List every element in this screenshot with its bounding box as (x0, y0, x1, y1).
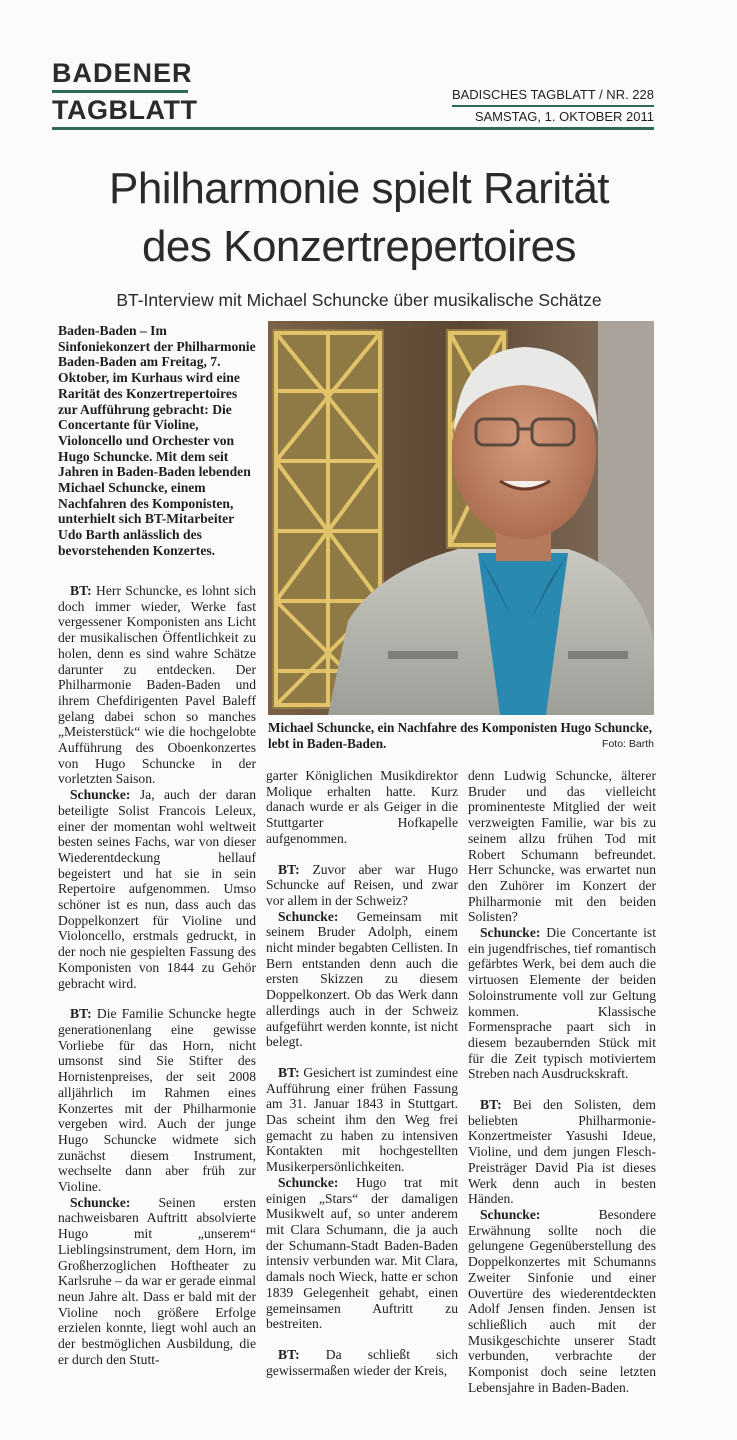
col1-paragraph-2 (58, 787, 256, 991)
col2-paragraph-6 (266, 1347, 458, 1378)
headline-line1: Philharmonie spielt Rarität (108, 164, 610, 213)
photo-caption (268, 720, 654, 752)
paragraph-text: Herr Schuncke, es lohnt sich doch immer wieder, Werke fast vergessener Komponisten ans Licht der musikalischen Öffentlichkeit zu holen, denn es sind wahre Schätze darunter zu entdecken. Der Philharmonie Baden-Baden und ihrem Chefdirigenten Pavel Baleff gelang dabei schon so manches „Meisterstück“ wie die hochgelobte Aufführung des Oboenkonzertes von Hugo Schuncke in der vorletzten Saison. (58, 583, 256, 787)
speaker-label: BT: (278, 861, 300, 877)
masthead-line1: BADENER (52, 58, 193, 88)
issue-paper: BADISCHES TAGBLATT / NR. 228 (451, 87, 654, 102)
issue-date: SAMSTAG, 1. OKTOBER 2011 (474, 109, 654, 124)
col3-paragraph-4 (468, 1207, 656, 1395)
portrait-photo (268, 321, 654, 715)
column-3 (468, 768, 656, 1395)
headline (54, 160, 664, 276)
col2-paragraph-1 (266, 768, 458, 847)
paragraph-text: Die Familie Schuncke hegte generationenlang eine gewisse Vorliebe für das Horn, nicht umsonst sind Sie Stifter des Hornistenpreises, der seit 2008 alljährlich im Rahmen eines Konzertes mit der Philharmonie vergeben wird. Auch der junge Hugo Schuncke widmete sich zunächst diesem Instrument, wechselte dann aber früh zur Violine. (58, 1006, 256, 1195)
paragraph-text: Seinen ersten nachweisbaren Auftritt absolvierte Hugo mit „unserem“ Lieblingsinstrument, dem Horn, im Großherzoglichen Hoftheater zu Karlsruhe – da war er gerade einmal neun Jahre alt. Dass er bald mit der Violine noch größere Erfolge erzielen konnte, liegt wohl auch an der bestmöglichen Ausbildung, die er durch den Stutt- (58, 1194, 256, 1367)
col2-paragraph-4 (266, 1065, 458, 1175)
lead-paragraph: Baden-Baden – Im Sinfoniekonzert der Philharmonie Baden-Baden am Freitag, 7. Oktober, im Kurhaus wird eine Rarität des Konzertrepertoires zur Aufführung gebracht: Die Concertante für Violine, Violoncello und Orchester von Hugo Schuncke. Mit dem seit Jahren in Baden-Baden lebenden Michael Schuncke, einem Nachfahren des Komponisten, unterhielt sich BT-Mitarbeiter Udo Barth anlässlich des bevorstehenden Konzertes. (58, 323, 256, 558)
speaker-label: Schuncke: (480, 1206, 541, 1222)
headline-line2: des Konzertrepertoires (141, 222, 577, 271)
paragraph-text: Ja, auch der daran beteiligte Solist Francois Leleux, einer der momentan wohl weltweit besten seines Fachs, war von dieser Wiederentdeckung hellauf begeistert und hat sie in sein Repertoire aufgenommen. Umso schöner ist es nun, dass auch das Doppelkonzert für Violine und Violoncello, erstmals gedruckt, in der noch nie gespielten Fassung des Komponisten von 1844 zu Gehör gebracht wird. (58, 787, 256, 991)
speaker-label: BT: (70, 1006, 92, 1022)
speaker-label: Schuncke: (70, 787, 131, 803)
paragraph-text: Da schließt sich gewissermaßen wieder der Kreis, (266, 1346, 458, 1378)
col3-paragraph-3 (468, 1097, 656, 1207)
col3-paragraph-2 (468, 925, 656, 1082)
speaker-label: Schuncke: (70, 1194, 131, 1210)
paragraph-text: denn Ludwig Schuncke, älterer Bruder und das vielleicht prominenteste Mitglied der weit verzweigten Familie, war bis zu seinem allzu frühen Tod mit Robert Schumann befreundet. Herr Schuncke, was erwartet nun den Zuhörer im Konzert der Philharmonie mit den beiden Solisten? (468, 768, 656, 925)
col2-paragraph-3 (266, 909, 458, 1050)
portrait-photo-illustration (268, 321, 654, 715)
paragraph-text: Gesichert ist zumindest eine Aufführung einer frühen Fassung am 31. Januar 1843 in Stuttgart. Das scheint ihm den Weg frei gemacht zu haben zu intensiven Kontakten mit hochgestellten Musikerpersönlichkeiten. (266, 1064, 458, 1175)
photo-credit: Foto: Barth (602, 738, 654, 750)
subheadline: BT-Interview mit Michael Schuncke über musikalische Schätze (116, 290, 602, 310)
paragraph-text: Hugo trat mit einigen „Stars“ der damaligen Musikwelt auf, so unter anderem mit Clara Schumann, die ja auch der Schumann-Stadt Baden-Baden intensiv verbunden war. Mit Clara, damals noch Wieck, hatte er schon 1839 Gelegenheit gehabt, einen gemeinsamen Auftritt zu bestreiten. (266, 1174, 458, 1332)
lead-column (58, 323, 256, 559)
speaker-label: BT: (278, 1064, 300, 1080)
speaker-label: Schuncke: (278, 1174, 339, 1190)
col2-paragraph-2 (266, 862, 458, 909)
speaker-label: BT: (278, 1346, 300, 1362)
col2-paragraph-5 (266, 1175, 458, 1332)
issue-info (452, 86, 654, 126)
paragraph-text: garter Königlichen Musikdirektor Molique erhalten hatte. Kurz danach wurde er als Geiger in die Stuttgarter Hofkapelle aufgenommen. (266, 768, 458, 846)
col1-paragraph-4 (58, 1195, 256, 1368)
speaker-label: BT: (480, 1097, 502, 1113)
paragraph-text: Bei den Solisten, dem beliebten Philharmonie-Konzertmeister Yasushi Ideue, Violine, und dem jungen Flesch-Preisträger David Pia ist dieses Werk denn auch in besten Händen. (468, 1097, 656, 1207)
masthead (52, 58, 198, 125)
paragraph-text: Gemeinsam mit seinem Bruder Adolph, einem nicht minder begabten Cellisten. In Bern entstanden denn auch die ersten Skizzen zu diesem Doppelkonzert. Ob das Werk dann allerdings auch in der Schweiz aufgeführt werden konnte, ist nicht belegt. (266, 908, 458, 1050)
col3-paragraph-1 (468, 768, 656, 925)
paragraph-text: Besondere Erwähnung sollte noch die gelungene Gegenüberstellung des Doppelkonzertes mit Schumanns Zweiter Sinfonie und einer Ouvertüre des wiederentdeckten Adolf Jensen finden. Jensen ist schließlich auch mit der Musikgeschichte unserer Stadt verbunden, verbrachte der Komponist doch seine letzten Lebensjahre in Baden-Baden. (468, 1206, 656, 1395)
speaker-label: Schuncke: (480, 925, 541, 941)
paragraph-text: Zuvor aber war Hugo Schuncke auf Reisen, und zwar vor allem in der Schweiz? (266, 861, 458, 908)
column-1 (58, 583, 256, 1367)
speaker-label: Schuncke: (278, 908, 339, 924)
col1-paragraph-3 (58, 1006, 256, 1194)
col1-paragraph-1 (58, 583, 256, 787)
caption-text: Michael Schuncke, ein Nachfahre des Komponisten Hugo Schuncke, lebt in Baden-Baden. (268, 720, 653, 751)
masthead-rule (52, 90, 188, 93)
column-2 (266, 768, 458, 1378)
speaker-label: BT: (70, 583, 92, 598)
issue-rule (452, 105, 654, 107)
paragraph-text: Die Concertante ist ein jugendfrisches, tief romantisch gefärbtes Werk, bei dem auch die virtuosen Elemente der beiden Soloinstrumente voll zur Geltung kommen. Klassische Formensprache paart sich in diesem bezaubernden Stück mit für die Zeit typisch motiviertem Streben nach Ausdruckskraft. (468, 925, 656, 1082)
masthead-line2: TAGBLATT (52, 95, 198, 125)
header-rule (52, 127, 654, 130)
